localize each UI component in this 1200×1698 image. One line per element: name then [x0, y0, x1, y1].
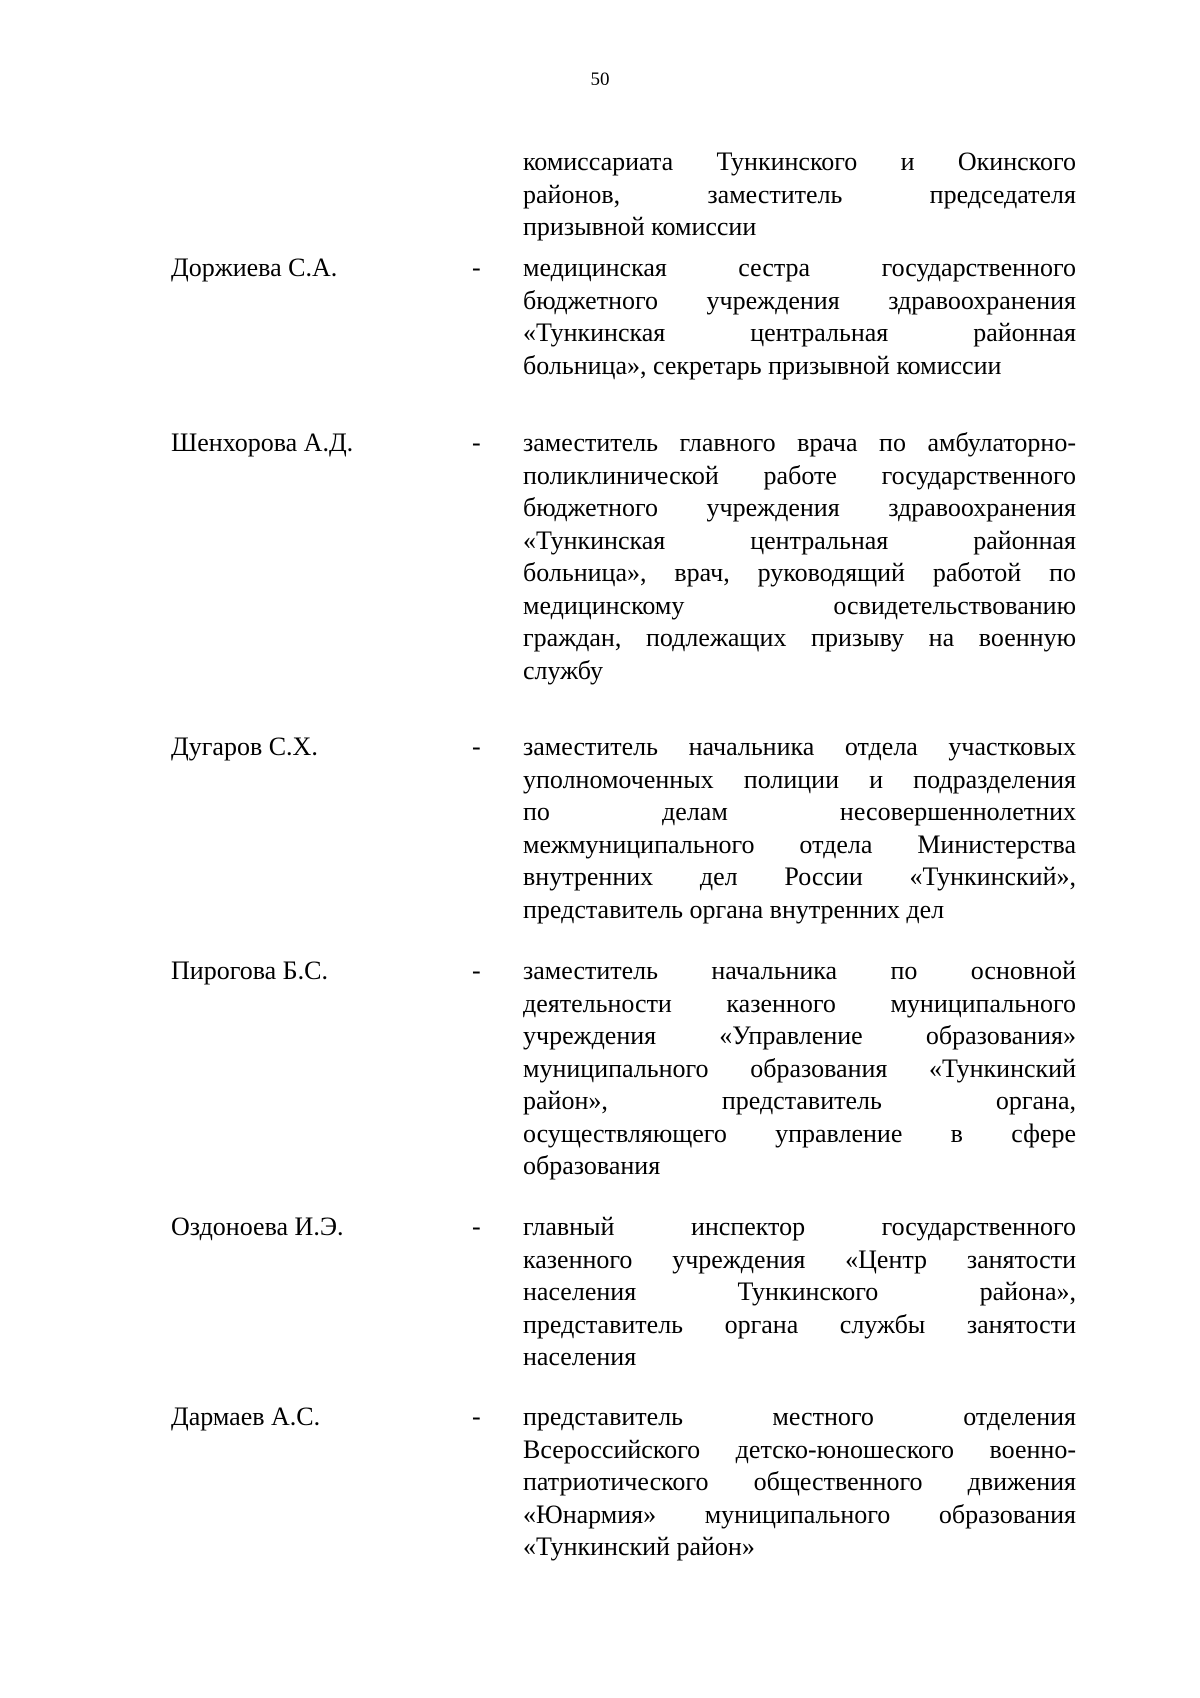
description-line: осуществляющего управление в сфере — [523, 1118, 1076, 1148]
page-number: 50 — [590, 69, 610, 90]
member-name: Дармаев А.С. — [171, 1402, 321, 1431]
description-line: «Юнармия» муниципального образования — [523, 1499, 1076, 1529]
dash-separator: - — [472, 1402, 481, 1431]
description-line: поликлинической работе государственного — [523, 460, 1076, 490]
description-line: представитель органа внутренних дел — [523, 894, 945, 924]
dash-separator: - — [472, 1212, 481, 1241]
description-line: Всероссийского детско-юношеского военно- — [523, 1434, 1076, 1464]
description-line: представитель местного отделения — [523, 1402, 1076, 1431]
member-name: Доржиева С.А. — [171, 253, 338, 282]
description-line: муниципального образования «Тункинский — [523, 1053, 1076, 1083]
description-line: «Тункинский район» — [523, 1532, 755, 1561]
description-line: казенного учреждения «Центр занятости — [523, 1244, 1076, 1274]
member-name: Шенхорова А.Д. — [171, 428, 354, 457]
dash-separator: - — [472, 956, 481, 985]
description-line: бюджетного учреждения здравоохранения — [523, 493, 1076, 522]
description-line: патриотического общественного движения — [523, 1467, 1076, 1496]
description-line: медицинская сестра государственного — [523, 253, 1076, 282]
description-line: внутренних дел России «Тункинский», — [523, 862, 1076, 891]
dash-separator: - — [472, 732, 481, 761]
description-line: бюджетного учреждения здравоохранения — [523, 285, 1076, 315]
description-line: межмуниципального отдела Министерства — [523, 829, 1076, 859]
member-description — [523, 427, 1076, 687]
description-line: службу — [523, 655, 604, 685]
description-line: заместитель начальника по основной — [523, 956, 1076, 985]
description-line: заместитель начальника отдела участковых — [523, 732, 1076, 761]
description-line: уполномоченных полиции и подразделения — [523, 764, 1076, 794]
description-line: больница», секретарь призывной комиссии — [523, 350, 1002, 380]
description-line: «Тункинская центральная районная — [523, 525, 1076, 555]
description-line: главный инспектор государственного — [523, 1212, 1076, 1241]
description-line: деятельности казенного муниципального — [523, 988, 1076, 1018]
member-name: Дугаров С.Х. — [171, 732, 318, 761]
member-description — [523, 252, 1076, 382]
description-line: образования — [523, 1151, 661, 1180]
continued-description — [523, 146, 1076, 244]
member-name: Пирогова Б.С. — [171, 956, 328, 985]
description-line: призывной комиссии — [523, 212, 757, 241]
member-name: Оздоноева И.Э. — [171, 1212, 344, 1241]
description-line: комиссариата Тункинского и Окинского — [523, 147, 1076, 176]
dash-separator: - — [472, 428, 481, 457]
member-description — [523, 731, 1076, 926]
description-line: районов, заместитель председателя — [523, 179, 1076, 209]
description-line: населения Тункинского района», — [523, 1277, 1076, 1306]
description-line: по делам несовершеннолетних — [523, 797, 1076, 826]
description-line: район», представитель органа, — [523, 1086, 1076, 1115]
description-line: медицинскому освидетельствованию — [523, 590, 1076, 620]
description-line: населения — [523, 1342, 637, 1371]
description-line: заместитель главного врача по амбулаторно- — [523, 428, 1076, 457]
description-line: учреждения «Управление образования» — [523, 1021, 1076, 1050]
member-description — [523, 955, 1076, 1183]
member-description — [523, 1211, 1076, 1374]
description-line: «Тункинская центральная районная — [523, 318, 1076, 347]
member-description — [523, 1401, 1076, 1564]
description-line: больница», врач, руководящий работой по — [523, 558, 1076, 587]
dash-separator: - — [472, 253, 481, 282]
description-line: представитель органа службы занятости — [523, 1309, 1076, 1339]
description-line: граждан, подлежащих призыву на военную — [523, 623, 1076, 652]
